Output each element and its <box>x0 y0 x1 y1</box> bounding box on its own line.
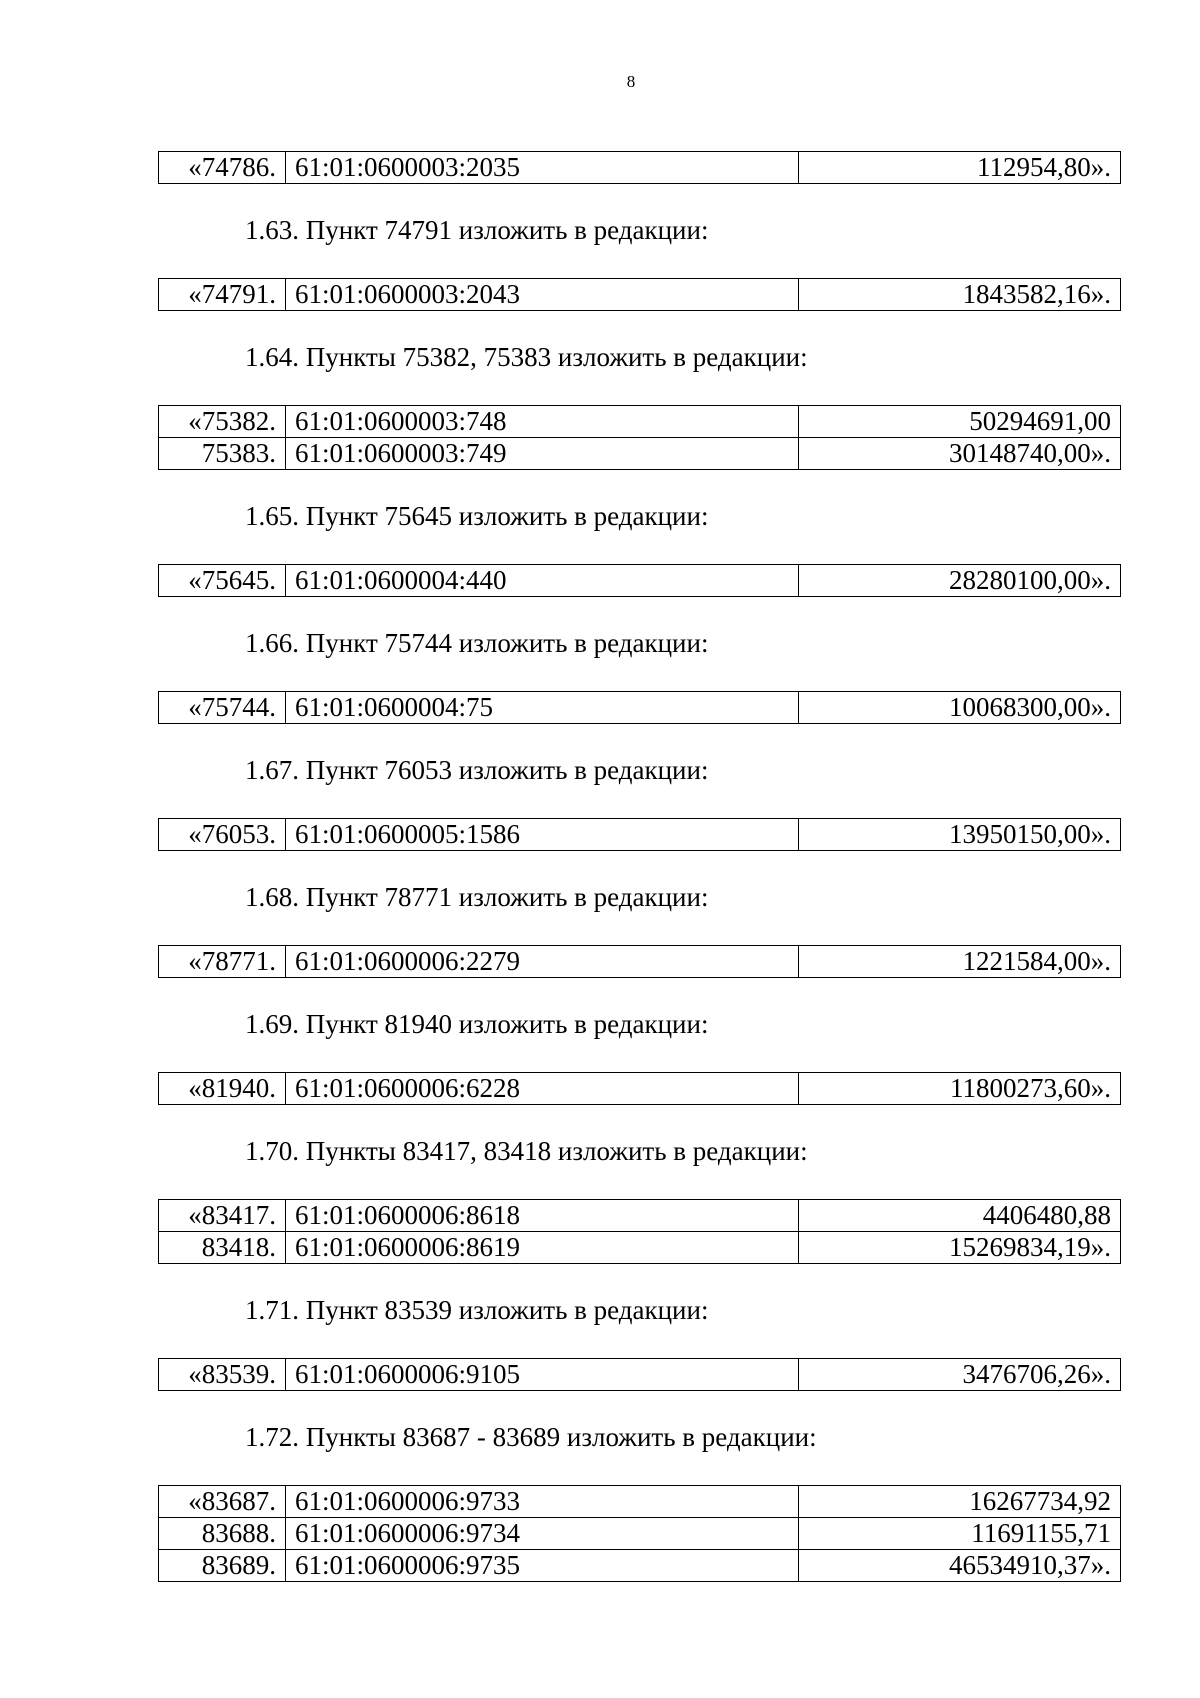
cadastral-number-cell: 61:01:0600006:8619 <box>286 1232 799 1264</box>
table-row <box>159 819 1121 851</box>
cadastral-value-cell: 11691155,71 <box>799 1518 1121 1550</box>
item-number-cell: 75383. <box>159 438 286 470</box>
item-number-cell: «75382. <box>159 406 286 438</box>
item-number-cell: «81940. <box>159 1073 286 1105</box>
item-number-cell: «75744. <box>159 692 286 724</box>
amendment-table <box>158 1072 1121 1105</box>
amendment-heading: 1.69. Пункт 81940 изложить в редакции: <box>245 1009 709 1039</box>
cadastral-number-cell: 61:01:0600006:9734 <box>286 1518 799 1550</box>
amendment-table <box>158 1358 1121 1391</box>
cadastral-number-cell: 61:01:0600006:9735 <box>286 1550 799 1582</box>
item-number-cell: «83687. <box>159 1486 286 1518</box>
table-row <box>159 1518 1121 1550</box>
amendment-section <box>158 1008 1121 1105</box>
amendment-table <box>158 1199 1121 1264</box>
cadastral-value-cell: 16267734,92 <box>799 1486 1121 1518</box>
amendment-table <box>158 818 1121 851</box>
cadastral-value-cell: 112954,80». <box>799 152 1121 184</box>
cadastral-value-cell: 15269834,19». <box>799 1232 1121 1264</box>
amendment-section <box>158 214 1121 311</box>
item-number-cell: «76053. <box>159 819 286 851</box>
amendment-heading: 1.71. Пункт 83539 изложить в редакции: <box>245 1295 709 1325</box>
amendment-section <box>158 341 1121 470</box>
amendment-table <box>158 405 1121 470</box>
cadastral-number-cell: 61:01:0600006:6228 <box>286 1073 799 1105</box>
amendment-heading: 1.72. Пункты 83687 - 83689 изложить в редакции: <box>245 1422 817 1452</box>
item-number-cell: «74791. <box>159 279 286 311</box>
amendment-section <box>158 151 1121 184</box>
cadastral-value-cell: 50294691,00 <box>799 406 1121 438</box>
table-row <box>159 946 1121 978</box>
amendment-heading: 1.70. Пункты 83417, 83418 изложить в редакции: <box>245 1136 808 1166</box>
amendment-table <box>158 151 1121 184</box>
table-row <box>159 1359 1121 1391</box>
table-row <box>159 1200 1121 1232</box>
item-number-cell: «83539. <box>159 1359 286 1391</box>
cadastral-number-cell: 61:01:0600005:1586 <box>286 819 799 851</box>
item-number-cell: 83689. <box>159 1550 286 1582</box>
item-number-cell: «75645. <box>159 565 286 597</box>
cadastral-value-cell: 13950150,00». <box>799 819 1121 851</box>
amendment-section <box>158 500 1121 597</box>
cadastral-number-cell: 61:01:0600006:2279 <box>286 946 799 978</box>
cadastral-number-cell: 61:01:0600004:440 <box>286 565 799 597</box>
cadastral-number-cell: 61:01:0600004:75 <box>286 692 799 724</box>
cadastral-value-cell: 28280100,00». <box>799 565 1121 597</box>
amendment-heading: 1.63. Пункт 74791 изложить в редакции: <box>245 215 709 245</box>
cadastral-number-cell: 61:01:0600003:749 <box>286 438 799 470</box>
cadastral-value-cell: 11800273,60». <box>799 1073 1121 1105</box>
table-row <box>159 1486 1121 1518</box>
item-number-cell: «78771. <box>159 946 286 978</box>
cadastral-number-cell: 61:01:0600003:2043 <box>286 279 799 311</box>
amendment-heading: 1.68. Пункт 78771 изложить в редакции: <box>245 882 709 912</box>
document-body <box>158 151 1121 1582</box>
amendment-table <box>158 945 1121 978</box>
cadastral-value-cell: 10068300,00». <box>799 692 1121 724</box>
amendment-table <box>158 1485 1121 1582</box>
amendment-section <box>158 627 1121 724</box>
cadastral-value-cell: 3476706,26». <box>799 1359 1121 1391</box>
amendment-section <box>158 754 1121 851</box>
item-number-cell: «83417. <box>159 1200 286 1232</box>
table-row <box>159 438 1121 470</box>
amendment-heading: 1.66. Пункт 75744 изложить в редакции: <box>245 628 709 658</box>
amendment-section <box>158 1135 1121 1264</box>
cadastral-value-cell: 1221584,00». <box>799 946 1121 978</box>
amendment-section <box>158 1421 1121 1582</box>
table-row <box>159 1073 1121 1105</box>
table-row <box>159 152 1121 184</box>
cadastral-number-cell: 61:01:0600006:9733 <box>286 1486 799 1518</box>
cadastral-number-cell: 61:01:0600006:9105 <box>286 1359 799 1391</box>
cadastral-value-cell: 4406480,88 <box>799 1200 1121 1232</box>
item-number-cell: 83688. <box>159 1518 286 1550</box>
cadastral-value-cell: 30148740,00». <box>799 438 1121 470</box>
table-row <box>159 279 1121 311</box>
table-row <box>159 692 1121 724</box>
cadastral-value-cell: 46534910,37». <box>799 1550 1121 1582</box>
cadastral-number-cell: 61:01:0600003:748 <box>286 406 799 438</box>
table-row <box>159 1232 1121 1264</box>
amendment-table <box>158 278 1121 311</box>
table-row <box>159 406 1121 438</box>
amendment-heading: 1.64. Пункты 75382, 75383 изложить в редакции: <box>245 342 808 372</box>
cadastral-number-cell: 61:01:0600003:2035 <box>286 152 799 184</box>
cadastral-value-cell: 1843582,16». <box>799 279 1121 311</box>
amendment-section <box>158 1294 1121 1391</box>
table-row <box>159 565 1121 597</box>
item-number-cell: «74786. <box>159 152 286 184</box>
amendment-section <box>158 881 1121 978</box>
page-number: 8 <box>626 72 636 91</box>
amendment-table <box>158 691 1121 724</box>
table-row <box>159 1550 1121 1582</box>
amendment-table <box>158 564 1121 597</box>
amendment-heading: 1.67. Пункт 76053 изложить в редакции: <box>245 755 709 785</box>
amendment-heading: 1.65. Пункт 75645 изложить в редакции: <box>245 501 709 531</box>
item-number-cell: 83418. <box>159 1232 286 1264</box>
cadastral-number-cell: 61:01:0600006:8618 <box>286 1200 799 1232</box>
